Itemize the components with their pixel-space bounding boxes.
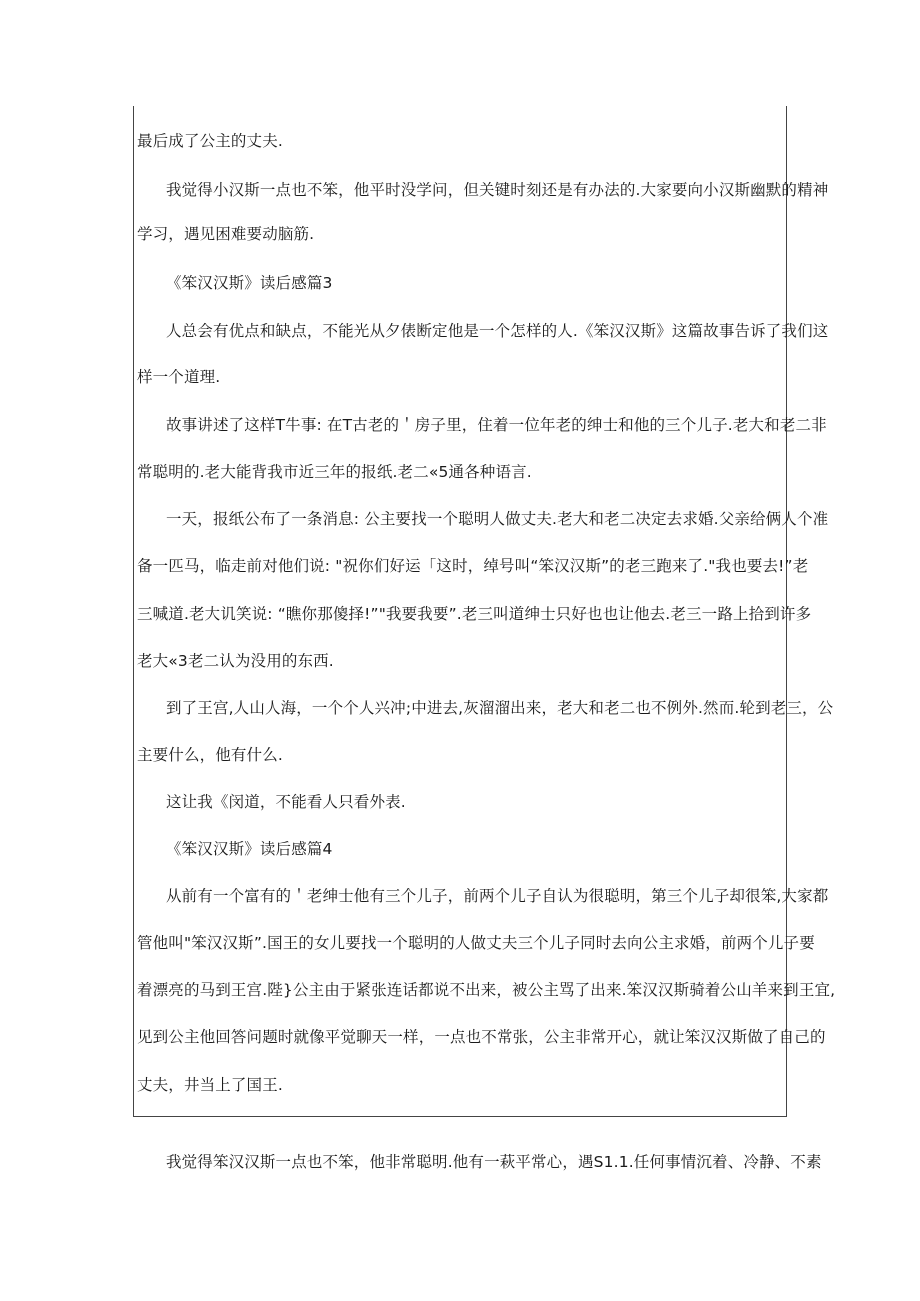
text-line: 从前有一个富有的＇老绅士他有三个儿子，前两个儿子自认为很聪明，第三个儿子却很笨,大家都 [166,887,829,905]
text-line: 一天，报纸公布了一条消息: 公主要找一个聪明人做丈夫.老大和老二决定去求婚.父亲给俩人个准 [166,510,829,528]
text-line: 学习，遇见困难要动脑筋. [137,225,315,243]
text-line: 我觉得小汉斯一点也不笨，他平时没学问，但关键时刻还是有办法的.大家要向小汉斯幽默的精神 [166,181,829,199]
text-line: 着漂亮的马到王宫.陛}公主由于紧张连话都说不出来，被公主骂了出来.笨汉汉斯骑着公山羊来到王宜, [137,981,836,999]
section-heading: 《笨汉汉斯》读后感篇3 [166,274,333,292]
text-line: 我觉得笨汉汉斯一点也不笨，他非常聪明.他有一萩平常心，遇S1.1.任何事情沉着、冷静、不素 [166,1153,822,1171]
text-line: 最后成了公主的丈夫. [137,132,283,150]
text-line: 样一个道理. [137,368,221,386]
section-heading: 《笨汉汉斯》读后感篇4 [166,840,333,858]
text-line: 到了王宫,人山人海，一个个人兴冲;中进去,灰溜溜出来，老大和老二也不例外.然而.轮到老三，公 [166,699,834,717]
text-line: 管他叫"笨汉汉斯”.国王的女儿要找一个聪明的人做丈夫三个儿子同时去向公主求婚，前两个儿子要 [137,934,815,952]
text-line: 常聪明的.老大能背我市近三年的报纸.老二«5通各种语言. [137,463,532,481]
text-line: 老大«3老二认为没用的东西. [137,652,334,670]
text-line: 人总会有优点和缺点，不能光从夕俵断定他是一个怎样的人.《笨汉汉斯》这篇故事告诉了我们这 [166,322,829,340]
text-line: 见到公主他回答问题时就像平觉聊天一样，一点也不常张，公主非常开心，就让笨汉汉斯做了自己的 [137,1028,826,1046]
text-line: 主要什么，他有什么. [137,746,283,764]
text-line: 三喊道.老大讥笑说: “瞧你那傻择!”"我要我要”.老三叫道绅士只好也也让他去.老三一路上拾到许多 [137,605,812,623]
text-line: 这让我《闵道，不能看人只看外表. [166,793,406,811]
text-line: 丈夫，井当上了国王. [137,1076,283,1094]
text-line: 故事讲述了这样T牛事: 在T古老的＇房子里，住着一位年老的绅士和他的三个儿子.老大和老二非 [166,416,827,434]
text-line: 备一匹马，临走前对他们说: "祝你们好运「这时，绰号叫“笨汉汉斯”的老三跑来了."我也要去!”老 [137,557,809,575]
